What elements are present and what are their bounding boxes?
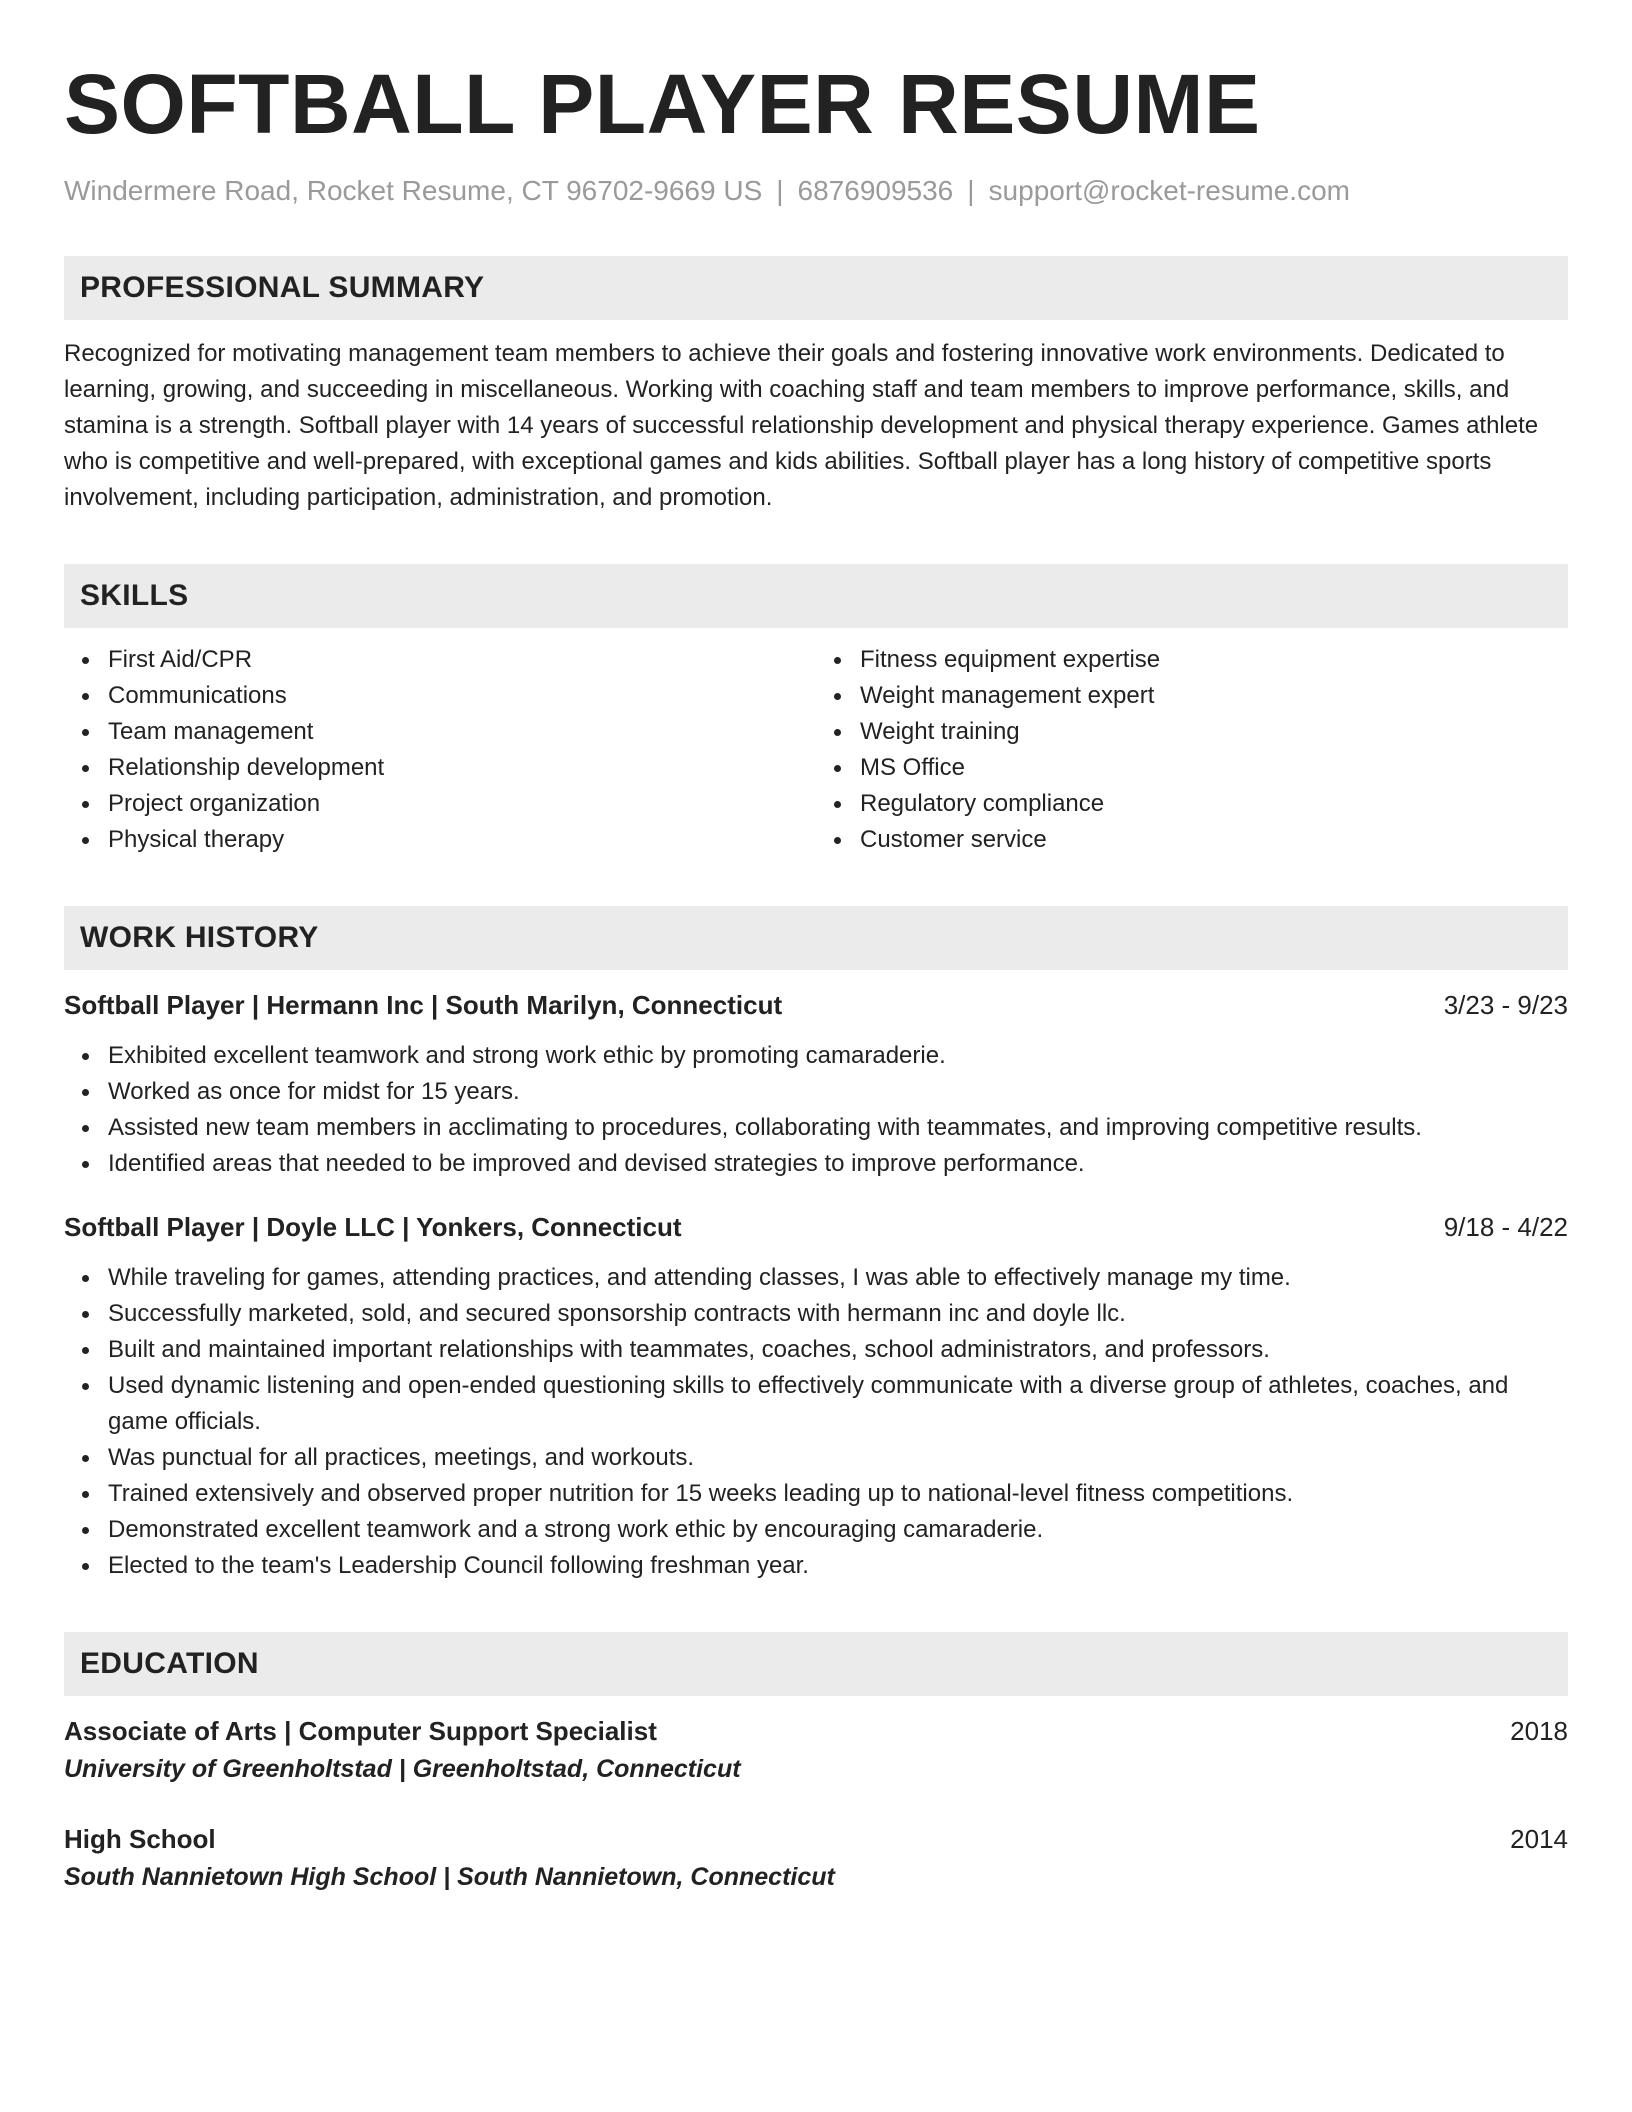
contact-address: Windermere Road, Rocket Resume, CT 96702-9669 US — [64, 175, 763, 206]
contact-phone: 6876909536 — [797, 175, 954, 206]
job-bullet: Demonstrated excellent teamwork and a strong work ethic by encouraging camaraderie. — [108, 1512, 1568, 1548]
skills-list — [64, 642, 1568, 858]
contact-separator: | — [776, 175, 784, 206]
job-bullet: Exhibited excellent teamwork and strong work ethic by promoting camaraderie. — [108, 1038, 1568, 1074]
job-bullet: Built and maintained important relationships with teammates, coaches, school administrators, and professors. — [108, 1332, 1568, 1368]
job-heading — [64, 1208, 1568, 1246]
skills-column-left — [64, 642, 816, 858]
skill-item: Weight training — [860, 714, 1568, 750]
education-school: South Nannietown High School | South Nannietown, Connecticut — [64, 1863, 835, 1891]
education-year: 2014 — [1510, 1824, 1568, 1854]
skill-item: Project organization — [108, 786, 816, 822]
job-bullet: Assisted new team members in acclimating to procedures, collaborating with teammates, and improving competitive results. — [108, 1110, 1568, 1146]
education-school: University of Greenholtstad | Greenholtstad, Connecticut — [64, 1755, 741, 1783]
job-bullet: Was punctual for all practices, meetings, and workouts. — [108, 1440, 1568, 1476]
contact-separator: | — [967, 175, 975, 206]
skill-item: Team management — [108, 714, 816, 750]
section-header-summary: PROFESSIONAL SUMMARY — [64, 256, 1568, 320]
contact-email: support@rocket-resume.com — [988, 175, 1350, 206]
skill-item: Communications — [108, 678, 816, 714]
job-bullet: Identified areas that needed to be improved and devised strategies to improve performance. — [108, 1146, 1568, 1182]
skill-item: Fitness equipment expertise — [860, 642, 1568, 678]
skills-column-right — [816, 642, 1568, 858]
skill-item: Physical therapy — [108, 822, 816, 858]
skill-item: MS Office — [860, 750, 1568, 786]
skill-item: Regulatory compliance — [860, 786, 1568, 822]
job-entry — [64, 986, 1568, 1182]
education-heading — [64, 1820, 1568, 1858]
education-entry — [64, 1820, 1568, 1896]
skill-item: Weight management expert — [860, 678, 1568, 714]
education-year: 2018 — [1510, 1716, 1568, 1746]
job-bullet: Used dynamic listening and open-ended questioning skills to effectively communicate with a diverse group of athletes, coaches, and game officials. — [108, 1368, 1568, 1440]
job-dates: 9/18 - 4/22 — [1443, 1212, 1568, 1242]
summary-text: Recognized for motivating management team members to achieve their goals and fostering innovative work environments. Dedicated to learning, growing, and succeeding in miscellaneous. Working with coaching staff and team members to improve performance, skills, and stamina is a strength. Softball player with 14 years of successful relationship development and physical therapy experience. Games athlete who is competitive and well-prepared, with exceptional games and kids abilities. Softball player has a long history of competitive sports involvement, including participation, administration, and promotion. — [64, 340, 1539, 511]
skill-item: First Aid/CPR — [108, 642, 816, 678]
job-heading — [64, 986, 1568, 1024]
contact-line — [64, 174, 1568, 208]
section-header-work: WORK HISTORY — [64, 906, 1568, 970]
job-title: Softball Player | Doyle LLC | Yonkers, Connecticut — [64, 1212, 682, 1242]
skill-item: Relationship development — [108, 750, 816, 786]
education-degree: Associate of Arts | Computer Support Specialist — [64, 1716, 657, 1746]
job-bullet: Worked as once for midst for 15 years. — [108, 1074, 1568, 1110]
resume-title: SOFTBALL PLAYER RESUME — [64, 57, 1261, 151]
job-bullet: Successfully marketed, sold, and secured sponsorship contracts with hermann inc and doyle llc. — [108, 1296, 1568, 1332]
job-bullet: While traveling for games, attending practices, and attending classes, I was able to effectively manage my time. — [108, 1260, 1568, 1296]
job-title: Softball Player | Hermann Inc | South Marilyn, Connecticut — [64, 990, 783, 1020]
section-header-education: EDUCATION — [64, 1632, 1568, 1696]
job-bullets — [64, 1038, 1568, 1182]
job-entry — [64, 1208, 1568, 1584]
job-dates: 3/23 - 9/23 — [1443, 990, 1568, 1020]
section-header-skills: SKILLS — [64, 564, 1568, 628]
education-degree: High School — [64, 1824, 216, 1854]
education-entry — [64, 1712, 1568, 1788]
education-heading — [64, 1712, 1568, 1750]
job-bullets — [64, 1260, 1568, 1584]
skill-item: Customer service — [860, 822, 1568, 858]
job-bullet: Elected to the team's Leadership Council following freshman year. — [108, 1548, 1568, 1584]
job-bullet: Trained extensively and observed proper nutrition for 15 weeks leading up to national-level fitness competitions. — [108, 1476, 1568, 1512]
